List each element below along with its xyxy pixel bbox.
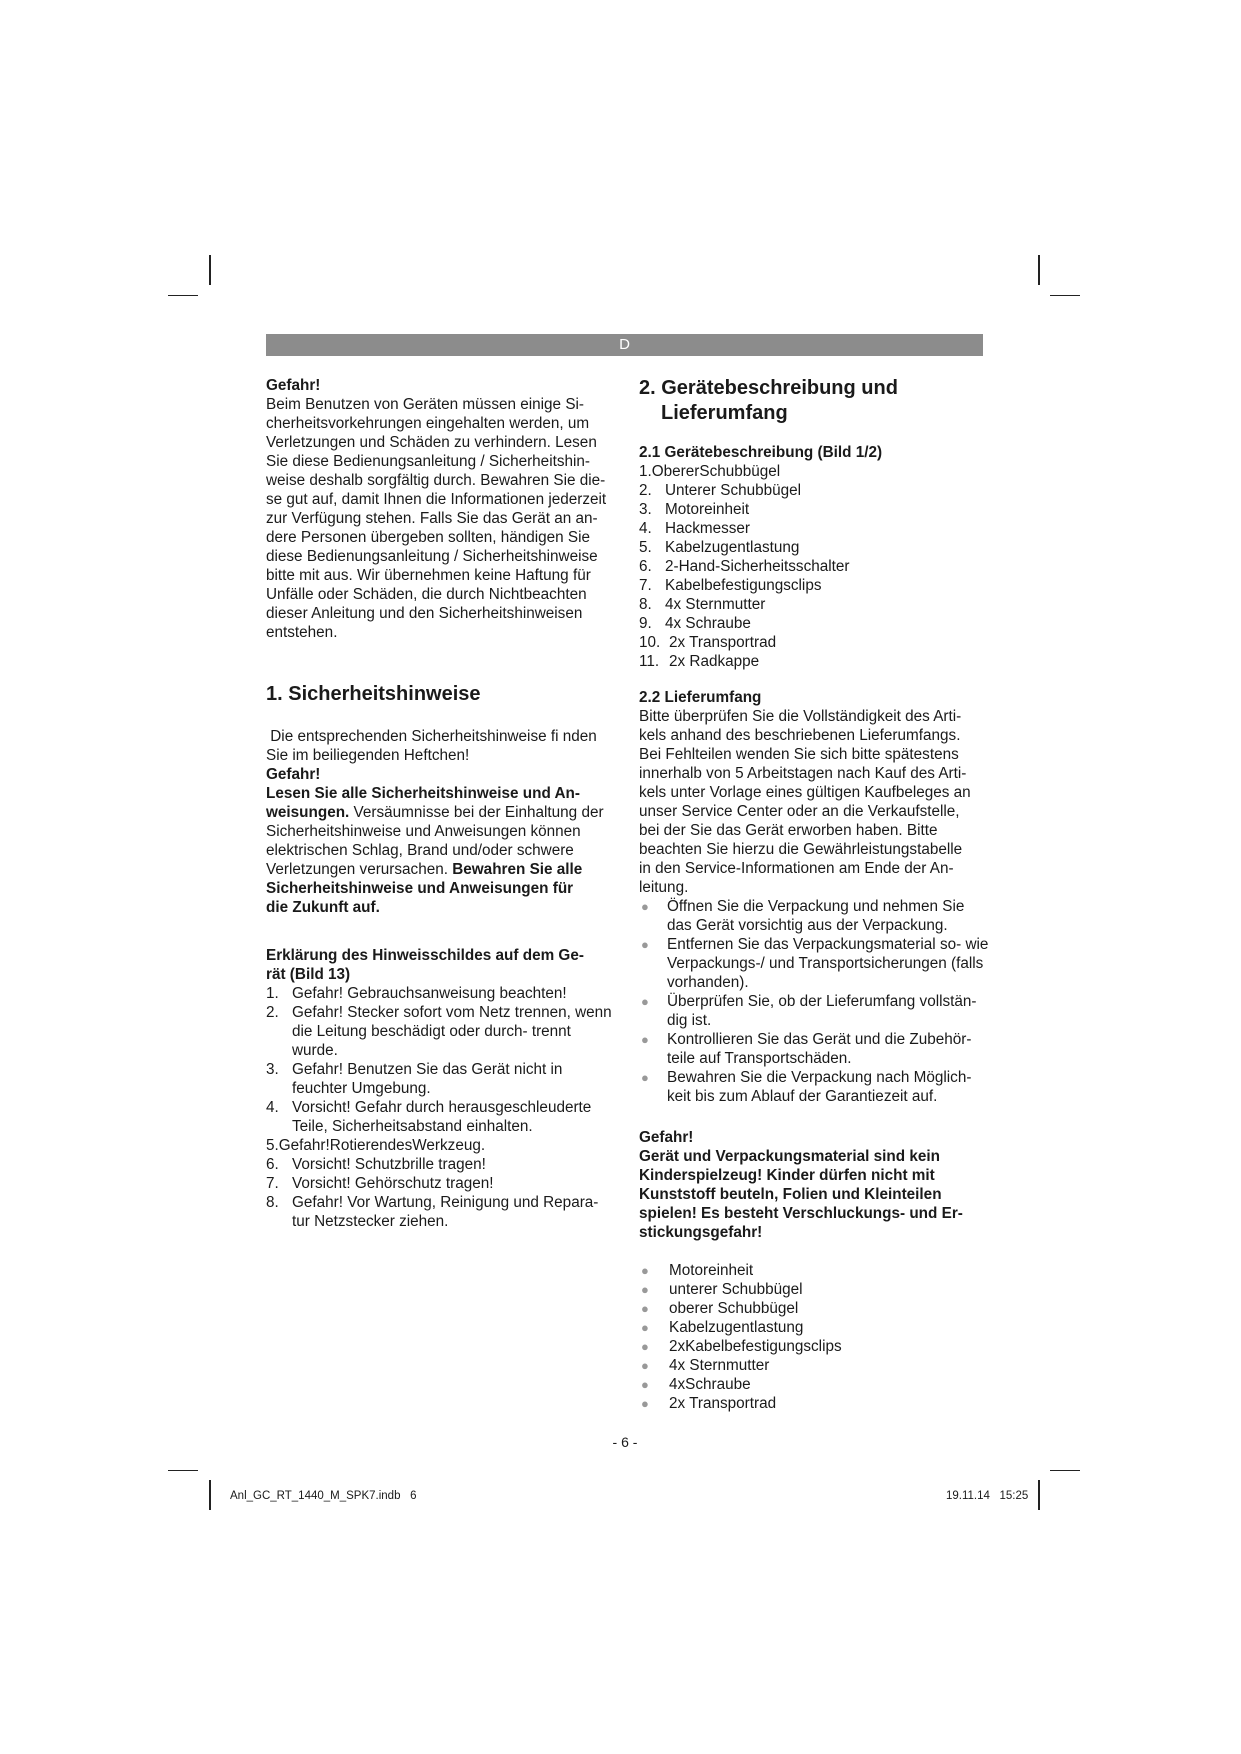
item-text: Vorsicht! Schutzbrille tragen!	[292, 1156, 486, 1173]
text-span: Versäumnisse bei der Einhaltung der	[349, 804, 604, 821]
bullet-icon: ●	[641, 1032, 649, 1047]
expl-title: Erklärung des Hinweisschildes auf dem Ge-	[266, 947, 584, 964]
item-text: Bewahren Sie die Verpackung nach Möglich- keit bis zum Ablauf der Garantiezeit auf.	[667, 1069, 972, 1105]
bullet-item	[639, 1261, 989, 1280]
crop-mark	[1038, 1480, 1040, 1510]
text-line: diese Bedienungsanleitung / Sicherheitshinweise	[266, 548, 598, 565]
list-item	[639, 538, 989, 557]
text-line: unser Service Center oder an die Verkaufstelle,	[639, 803, 960, 820]
list-item	[639, 652, 989, 671]
list-item	[266, 1098, 616, 1136]
text-span: Verletzungen verursachen.	[266, 861, 453, 878]
text-line: dere Personen übergeben sollten, händigen Sie	[266, 529, 591, 546]
bullet-icon: ●	[641, 1282, 649, 1297]
text-line: Kinderspielzeug! Kinder dürfen nicht mit	[639, 1167, 935, 1184]
bullet-item	[639, 1318, 989, 1337]
bullet-item	[639, 1068, 989, 1106]
list-item	[639, 557, 989, 576]
footer-timestamp: 19.11.14 15:25	[946, 1490, 1029, 1502]
text-line: beachten Sie hierzu die Gewährleistungstabelle	[639, 841, 963, 858]
list-item	[266, 1193, 616, 1231]
item-number: 2.	[639, 482, 652, 499]
bullet-icon: ●	[641, 994, 649, 1009]
bullet-item	[639, 1337, 989, 1356]
item-number: 5.	[639, 539, 652, 556]
item-text: Vorsicht! Gehörschutz tragen!	[292, 1175, 494, 1192]
item-number: 6.	[266, 1156, 279, 1173]
bullet-icon: ●	[641, 1396, 649, 1411]
item-text: Gefahr! Gebrauchsanweisung beachten!	[292, 985, 567, 1002]
intro-title: Gefahr!	[266, 377, 321, 394]
item-text: Gefahr! Stecker sofort vom Netz trennen, wenn die Leitung beschädigt oder durch- trennt wurde.	[292, 1004, 612, 1059]
text-line: Verletzungen und Schäden zu verhindern. Lesen	[266, 434, 597, 451]
list-item	[639, 576, 989, 595]
expl-title: rät (Bild 13)	[266, 966, 351, 983]
list-item	[639, 500, 989, 519]
text-line: kels anhand des beschriebenen Lieferumfangs.	[639, 727, 961, 744]
item-number: 3.	[639, 501, 652, 518]
text-line: Sicherheitshinweise und Anweisungen können	[266, 823, 581, 840]
text-line: cherheitsvorkehrungen eingehalten werden, um	[266, 415, 590, 432]
bullet-item	[639, 935, 989, 992]
bullet-item	[639, 897, 989, 935]
crop-mark	[168, 295, 198, 296]
item-text: 4xSchraube	[669, 1376, 751, 1393]
text-line: in den Service-Informationen am Ende der An-	[639, 860, 954, 877]
language-header-bar	[266, 334, 983, 356]
bullet-icon: ●	[641, 1301, 649, 1316]
text-line: entstehen.	[266, 624, 338, 641]
bullet-icon: ●	[641, 1358, 649, 1373]
item-number: 8.	[639, 596, 652, 613]
left-column	[266, 376, 616, 1231]
text-line: Kunststoff beuteln, Folien und Kleinteilen	[639, 1186, 942, 1203]
list-item	[639, 481, 989, 500]
bullet-icon: ●	[641, 1377, 649, 1392]
item-number: 11.	[639, 653, 660, 670]
item-text: 1.ObererSchubbügel	[639, 463, 781, 480]
item-text: Unterer Schubbügel	[665, 482, 802, 499]
item-text: Kabelzugentlastung	[665, 539, 800, 556]
list-item	[639, 614, 989, 633]
item-text: 2xKabelbefestigungsclips	[669, 1338, 842, 1355]
section21-title: 2.1 Gerätebeschreibung (Bild 1/2)	[639, 444, 883, 461]
device-parts-list	[639, 462, 989, 671]
item-number: 4.	[266, 1099, 279, 1116]
text-line: stickungsgefahr!	[639, 1224, 763, 1241]
text-span: Bewahren Sie alle	[452, 861, 583, 878]
bullet-icon: ●	[641, 1339, 649, 1354]
item-text: Motoreinheit	[669, 1262, 754, 1279]
crop-mark	[1050, 1470, 1080, 1471]
right-column	[639, 376, 989, 1413]
item-text: 2-Hand-Sicherheitsschalter	[665, 558, 850, 575]
footer-file-name: Anl_GC_RT_1440_M_SPK7.indb 6	[230, 1490, 417, 1502]
bullet-item	[639, 1030, 989, 1068]
language-label: D	[619, 336, 630, 353]
item-number: 9.	[639, 615, 652, 632]
item-text: Überprüfen Sie, ob der Lieferumfang vollstän- dig ist.	[667, 993, 977, 1029]
text-line: Gerät und Verpackungsmaterial sind kein	[639, 1148, 940, 1165]
delivery-paragraph	[639, 707, 989, 897]
item-number: 4.	[639, 520, 652, 537]
list-item	[639, 633, 989, 652]
item-text: 4x Sternmutter	[669, 1357, 770, 1374]
crop-mark	[1038, 255, 1040, 285]
text-line: Sie diese Bedienungsanleitung / Sicherheitshin-	[266, 453, 590, 470]
item-text: Gefahr! Benutzen Sie das Gerät nicht in feuchter Umgebung.	[292, 1061, 563, 1097]
list-item	[266, 1060, 616, 1098]
crop-mark	[209, 1480, 211, 1510]
item-number: 6.	[639, 558, 652, 575]
item-text: Kabelbefestigungsclips	[665, 577, 822, 594]
bullet-icon: ●	[641, 1320, 649, 1335]
item-text: 2x Radkappe	[669, 653, 760, 670]
item-text: oberer Schubbügel	[669, 1300, 799, 1317]
section22-title: 2.2 Lieferumfang	[639, 689, 762, 706]
text-line: Lesen Sie alle Sicherheitshinweise und An-	[266, 785, 580, 802]
warning-title: Gefahr!	[639, 1129, 694, 1146]
bullet-icon: ●	[641, 937, 649, 952]
text-line: leitung.	[639, 879, 689, 896]
section2-title: 2. Gerätebeschreibung und Lieferumfang	[639, 377, 898, 424]
item-number: 3.	[266, 1061, 279, 1078]
item-text: Motoreinheit	[665, 501, 750, 518]
item-text: 4x Schraube	[665, 615, 751, 632]
item-text: Hackmesser	[665, 520, 750, 537]
item-text: Gefahr! Vor Wartung, Reinigung und Repara- tur Netzstecker ziehen.	[292, 1194, 599, 1230]
list-item	[266, 1003, 616, 1060]
item-number: 7.	[266, 1175, 279, 1192]
text-line: elektrischen Schlag, Brand und/oder schwere	[266, 842, 574, 859]
text-span: weisungen.	[266, 804, 350, 821]
text-line: Die entsprechenden Sicherheitshinweise fi nden	[266, 728, 597, 745]
text-line: Bei Fehlteilen wenden Sie sich bitte spätestens	[639, 746, 959, 763]
sign-explanation-list	[266, 984, 616, 1231]
list-item	[639, 519, 989, 538]
item-text: unterer Schubbügel	[669, 1281, 803, 1298]
unpacking-steps-list	[639, 897, 989, 1106]
crop-mark	[1050, 295, 1080, 296]
intro-paragraph	[266, 395, 616, 642]
text-line: Beim Benutzen von Geräten müssen einige Si-	[266, 396, 585, 413]
text-line: kels unter Vorlage eines gültigen Kaufbeleges an	[639, 784, 971, 801]
text-line: Sicherheitshinweise und Anweisungen für	[266, 880, 574, 897]
item-text: 5.Gefahr!RotierendesWerkzeug.	[266, 1137, 486, 1154]
page-number: - 6 -	[612, 1434, 638, 1450]
list-item	[639, 595, 989, 614]
bullet-icon: ●	[641, 1070, 649, 1085]
list-item	[266, 984, 616, 1003]
delivery-contents-list	[639, 1261, 989, 1413]
bullet-item	[639, 992, 989, 1030]
text-line: dieser Anleitung und den Sicherheitshinweisen	[266, 605, 583, 622]
text-line: bei der Sie das Gerät erworben haben. Bitte	[639, 822, 938, 839]
crop-mark	[209, 255, 211, 285]
text-line: innerhalb von 5 Arbeitstagen nach Kauf des Arti-	[639, 765, 967, 782]
item-number: 8.	[266, 1194, 279, 1211]
bullet-icon: ●	[641, 899, 649, 914]
text-line: zur Verfügung stehen. Falls Sie das Gerät an an-	[266, 510, 598, 527]
bullet-item	[639, 1280, 989, 1299]
text-line: Sie im beiliegenden Heftchen!	[266, 747, 470, 764]
list-item	[639, 462, 989, 481]
text-line: die Zukunft auf.	[266, 899, 380, 916]
bullet-item	[639, 1299, 989, 1318]
bullet-icon: ●	[641, 1263, 649, 1278]
item-text: Entfernen Sie das Verpackungsmaterial so- wie Verpackungs-/ und Transportsicherungen (falls vorhanden).	[667, 936, 989, 991]
text-line: Bitte überprüfen Sie die Vollständigkeit des Arti-	[639, 708, 962, 725]
s1-gefahr: Gefahr!	[266, 766, 321, 783]
list-item	[266, 1174, 616, 1193]
item-number: 7.	[639, 577, 652, 594]
item-text: Kontrollieren Sie das Gerät und die Zubehör- teile auf Transportschäden.	[667, 1031, 972, 1067]
item-text: 2x Transportrad	[669, 634, 777, 651]
section1-title: 1. Sicherheitshinweise	[266, 683, 481, 705]
item-number: 2.	[266, 1004, 279, 1021]
item-text: 2x Transportrad	[669, 1395, 777, 1412]
warning-text	[639, 1147, 989, 1242]
bullet-item	[639, 1375, 989, 1394]
text-line: spielen! Es besteht Verschluckungs- und Er-	[639, 1205, 963, 1222]
list-item	[266, 1155, 616, 1174]
text-line: weise deshalb sorgfältig durch. Bewahren Sie die-	[266, 472, 606, 489]
item-number: 10.	[639, 634, 661, 651]
bullet-item	[639, 1394, 989, 1413]
text-line: se gut auf, damit Ihnen die Informationen jederzeit	[266, 491, 607, 508]
text-line: bitte mit aus. Wir übernehmen keine Haftung für	[266, 567, 591, 584]
item-text: Vorsicht! Gefahr durch herausgeschleuderte Teile, Sicherheitsabstand einhalten.	[292, 1099, 592, 1135]
item-text: 4x Sternmutter	[665, 596, 766, 613]
item-text: Kabelzugentlastung	[669, 1319, 804, 1336]
item-number: 1.	[266, 985, 279, 1002]
item-text: Öffnen Sie die Verpackung und nehmen Sie das Gerät vorsichtig aus der Verpackung.	[667, 898, 965, 934]
text-line: Unfälle oder Schäden, die durch Nichtbeachten	[266, 586, 587, 603]
bullet-item	[639, 1356, 989, 1375]
crop-mark	[168, 1470, 198, 1471]
list-item	[266, 1136, 616, 1155]
